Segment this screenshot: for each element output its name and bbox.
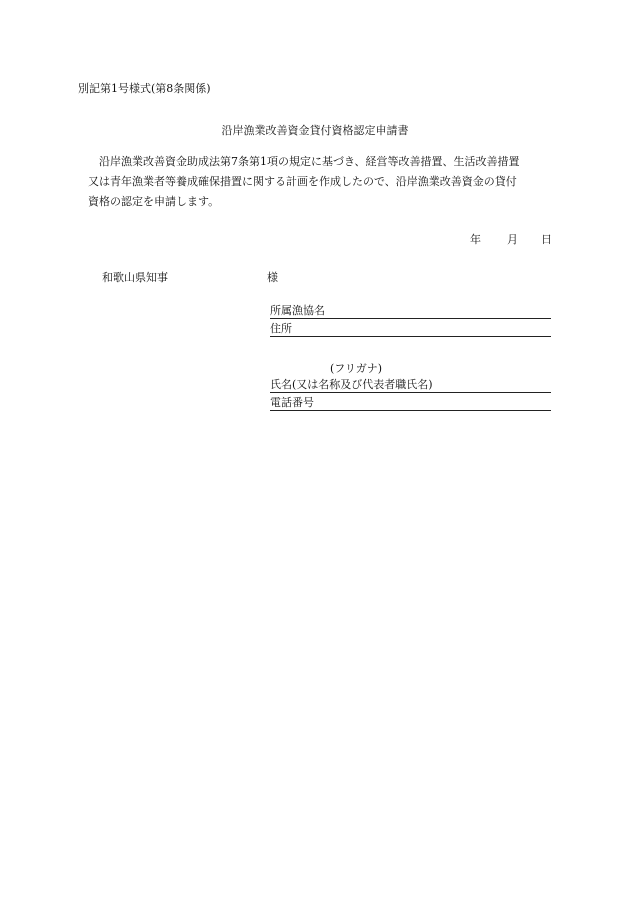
association-field[interactable]	[270, 303, 551, 319]
phone-field[interactable]	[270, 395, 551, 411]
address-field[interactable]	[270, 321, 551, 337]
application-statement	[88, 152, 554, 212]
phone-label: 電話番号	[270, 396, 314, 409]
date-year-label: 年	[470, 233, 481, 246]
date-day-label: 日	[541, 233, 552, 246]
name-label: 氏名(又は名称及び代表者職氏名)	[270, 378, 433, 391]
association-label: 所属漁協名	[270, 304, 325, 317]
address-label: 住所	[270, 322, 292, 335]
statement-line-2: 又は青年漁業者等養成確保措置に関する計画を作成したので、沿岸漁業改善資金の貸付	[88, 175, 517, 188]
statement-line-3: 資格の認定を申請します。	[88, 195, 220, 208]
name-field[interactable]	[270, 377, 551, 393]
furigana-label: (フリガナ)	[330, 362, 383, 375]
form-number: 別記第1号様式(第8条関係)	[78, 82, 211, 95]
document-title: 沿岸漁業改善資金貸付資格認定申請書	[221, 124, 409, 137]
statement-line-1: 沿岸漁業改善資金助成法第7条第1項の規定に基づき、経営等改善措置、生活改善措置	[99, 155, 520, 168]
date-month-label: 月	[507, 233, 518, 246]
addressee-honorific: 様	[267, 271, 278, 284]
addressee: 和歌山県知事	[102, 271, 168, 284]
